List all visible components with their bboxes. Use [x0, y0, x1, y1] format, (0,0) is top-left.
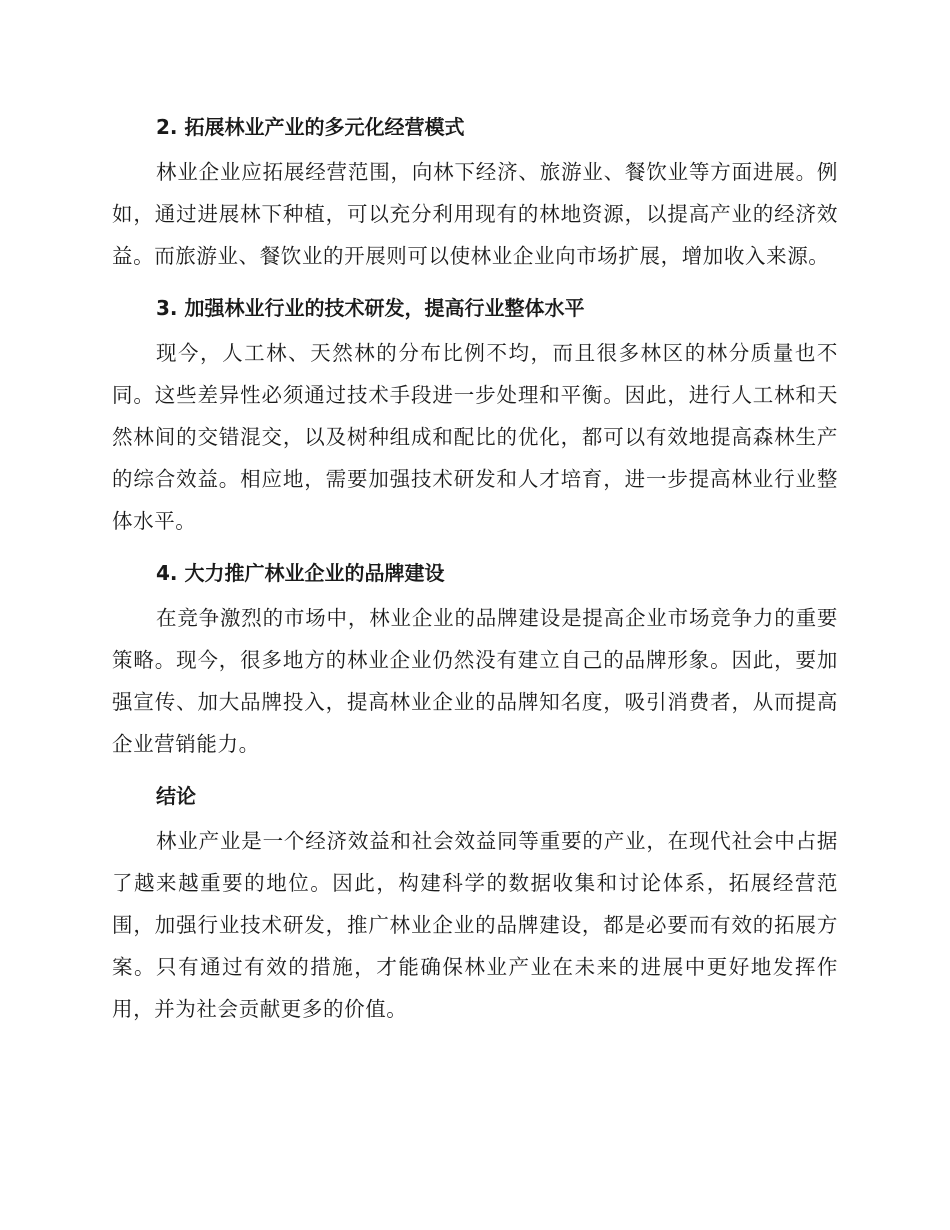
section-paragraph-2: 林业企业应拓展经营范围，向林下经济、旅游业、餐饮业等方面进展。例如，通过进展林下种植，可以充分利用现有的林地资源，以提高产业的经济效益。而旅游业、餐饮业的开展则可以使林业企业向市场扩展，增加收入来源。 — [112, 160, 838, 268]
conclusion-heading: 结论 — [156, 784, 196, 808]
section-heading-3: 3. 加强林业行业的技术研发，提高行业整体水平 — [156, 296, 585, 320]
spacer — [112, 542, 838, 552]
section-paragraph-3: 现今，人工林、天然林的分布比例不均，而且很多林区的林分质量也不同。这些差异性必须通过技术手段进一步处理和平衡。因此，进行人工林和天然林间的交错混交，以及树种组成和配比的优化，都可以有效地提高森林生产的综合效益。相应地，需要加强技术研发和人才培育，进一步提高林业行业整体水平。 — [112, 341, 838, 533]
section-heading-2: 2. 拓展林业产业的多元化经营模式 — [156, 115, 465, 139]
spacer — [112, 765, 838, 775]
conclusion-paragraph: 林业产业是一个经济效益和社会效益同等重要的产业，在现代社会中占据了越来越重要的地位。因此，构建科学的数据收集和讨论体系，拓展经营范围，加强行业技术研发，推广林业企业的品牌建设，都是必要而有效的拓展方案。只有通过有效的措施，才能确保林业产业在未来的进展中更好地发挥作用，并为社会贡献更多的价值。 — [112, 829, 838, 1021]
spacer — [112, 277, 838, 287]
section-paragraph-4: 在竞争激烈的市场中，林业企业的品牌建设是提高企业市场竞争力的重要策略。现今，很多地方的林业企业仍然没有建立自己的品牌形象。因此，要加强宣传、加大品牌投入，提高林业企业的品牌知名度，吸引消费者，从而提高企业营销能力。 — [112, 606, 838, 756]
document-body — [112, 106, 838, 1030]
section-heading-4: 4. 大力推广林业企业的品牌建设 — [156, 561, 445, 585]
